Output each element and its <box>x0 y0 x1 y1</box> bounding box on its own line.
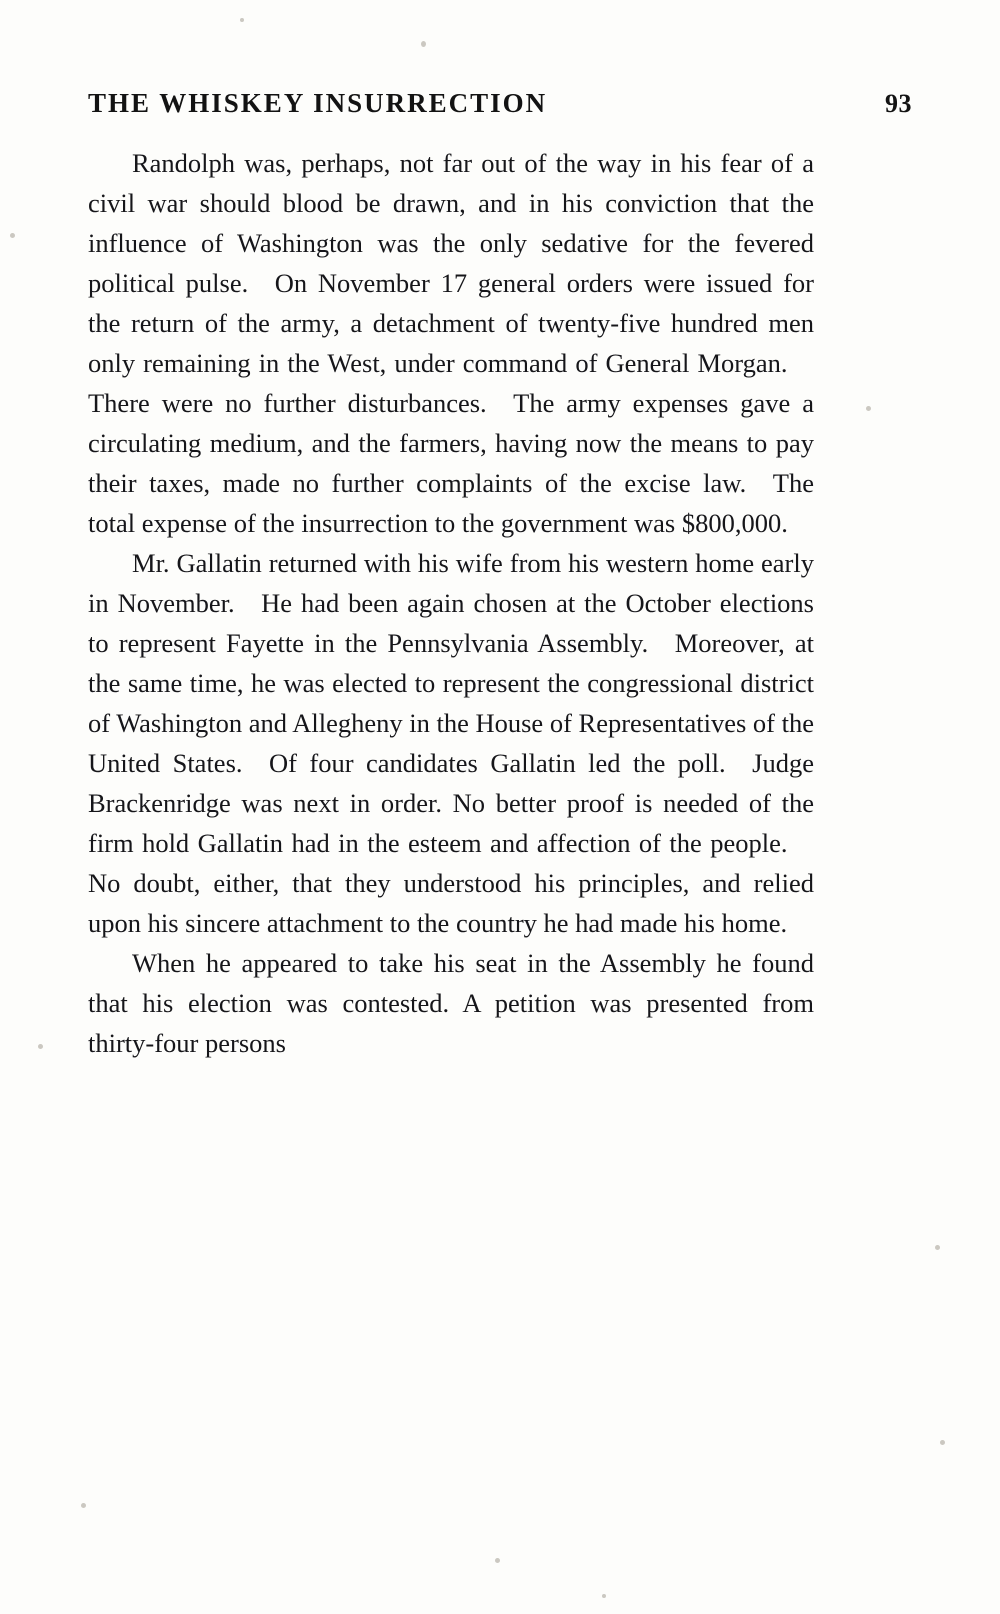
paragraph: Randolph was, perhaps, not far out of the way in his fear of a civil war should blood be drawn, and in his conviction that the influence of Washington was the only sedative for the fevered political pulse. On November 17 general orders were issued for the return of the army, a detachment of twenty-five hundred men only remaining in the West, under command of General Morgan. There were no further disturbances. The army expenses gave a circulating medium, and the farmers, having now the means to pay their taxes, made no further complaints of the excise law. The total expense of the insurrection to the government was $800,000. <box>88 148 814 538</box>
scan-speck <box>866 406 871 411</box>
paragraph: Mr. Gallatin returned with his wife from his western home early in November. He had been again chosen at the October elections to represent Fayette in the Pennsylvania Assembly. Moreover, at the same time, he was elected to represent the congressional district of Washington and Allegheny in the House of Representatives of the United States. Of four candidates Gallatin led the poll. Judge Brackenridge was next in order. No better proof is needed of the firm hold Gallatin had in the esteem and affection of the people. No doubt, either, that they understood his principles, and relied upon his sincere attachment to the country he had made his home. <box>88 548 814 938</box>
scan-speck <box>940 1440 945 1445</box>
scan-speck <box>935 1245 940 1250</box>
scan-speck <box>602 1594 606 1598</box>
scan-speck <box>495 1558 500 1563</box>
paragraph: When he appeared to take his seat in the Assembly he found that his election was contested. A petition was presented from thirty-four persons <box>88 948 814 1058</box>
page-body <box>88 143 814 1063</box>
scan-speck <box>240 18 244 22</box>
scan-speck <box>10 233 15 238</box>
scan-speck <box>81 1503 86 1508</box>
scan-speck <box>421 41 426 47</box>
running-title: THE WHISKEY INSURRECTION <box>88 88 548 118</box>
page-number: 93 <box>885 89 912 118</box>
scan-speck <box>38 1044 43 1049</box>
page-header <box>88 88 912 119</box>
